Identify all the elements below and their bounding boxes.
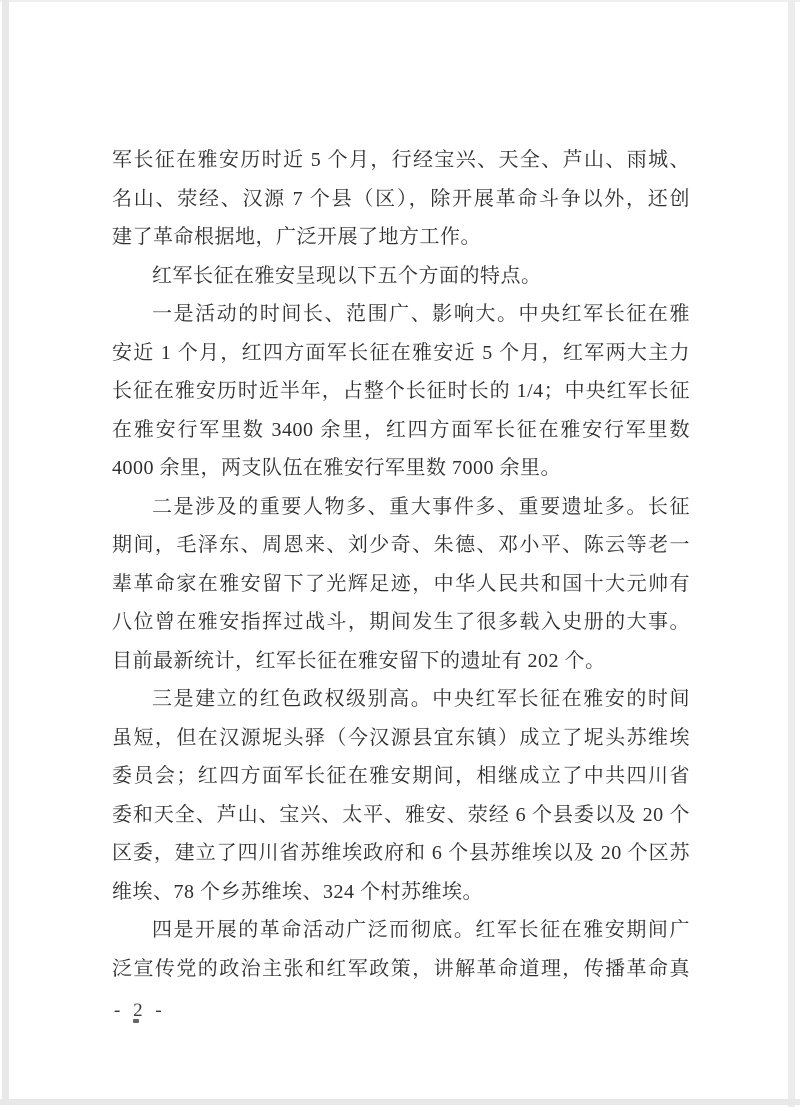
text-line: 目前最新统计，红军长征在雅安留下的遗址有 202 个。 — [112, 649, 606, 672]
text-line: 委和天全、芦山、宝兴、太平、雅安、荥经 6 个县委以及 20 个 — [112, 803, 690, 826]
text-line: 维埃、78 个乡苏维埃、324 个村苏维埃。 — [112, 880, 483, 903]
text-line: 区委，建立了四川省苏维埃政府和 6 个县苏维埃以及 20 个区苏 — [112, 842, 690, 864]
text-line: 军长征在雅安历时近 5 个月，行经宝兴、天全、芦山、雨城、 — [112, 149, 690, 171]
text-line: 辈革命家在雅安留下了光辉足迹，中华人民共和国十大元帅有 — [112, 572, 690, 595]
text-line: 八位曾在雅安指挥过战斗，期间发生了很多载入史册的大事。 — [112, 611, 690, 633]
scan-edge-bottom — [0, 1099, 800, 1105]
text-line: 红军长征在雅安呈现以下五个方面的特点。 — [152, 264, 542, 287]
text-line: 期间，毛泽东、周恩来、刘少奇、朱德、邓小平、陈云等老一 — [112, 534, 690, 556]
text-line: 四是开展的革命活动广泛而彻底。红军长征在雅安期间广 — [152, 919, 690, 941]
page-number: - 2 - — [114, 1000, 166, 1021]
text-line: 泛宣传党的政治主张和红军政策，讲解革命道理，传播革命真 — [112, 957, 690, 980]
text-line: 委员会；红四方面军长征在雅安期间，相继成立了中共四川省 — [112, 765, 690, 787]
text-line: 建了革命根据地，广泛开展了地方工作。 — [112, 226, 481, 248]
scan-edge-top — [0, 0, 800, 2]
text-line: 二是涉及的重要人物多、重大事件多、重要遗址多。长征 — [152, 495, 690, 518]
text-line: 长征在雅安历时近半年，占整个长征时长的 1/4；中央红军长征 — [112, 380, 690, 402]
text-line: 4000 余里，两支队伍在雅安行军里数 7000 余里。 — [112, 457, 561, 479]
text-line: 名山、荥经、汉源 7 个县（区），除开展革命斗争以外，还创 — [112, 187, 690, 210]
scan-edge-left — [2, 0, 9, 1100]
page-footer — [114, 1000, 166, 1022]
text-line: 三是建立的红色政权级别高。中央红军长征在雅安的时间 — [152, 688, 690, 710]
document-body — [112, 141, 690, 988]
text-line: 虽短，但在汉源坭头驿（今汉源县宜东镇）成立了坭头苏维埃 — [112, 726, 690, 749]
text-line: 在雅安行军里数 3400 余里，红四方面军长征在雅安行军里数 — [112, 418, 690, 441]
text-line: 安近 1 个月，红四方面军长征在雅安近 5 个月，红军两大主力 — [112, 341, 690, 364]
text-line: 一是活动的时间长、范围广、影响大。中央红军长征在雅 — [152, 303, 690, 325]
scan-edge-right — [788, 0, 795, 1107]
